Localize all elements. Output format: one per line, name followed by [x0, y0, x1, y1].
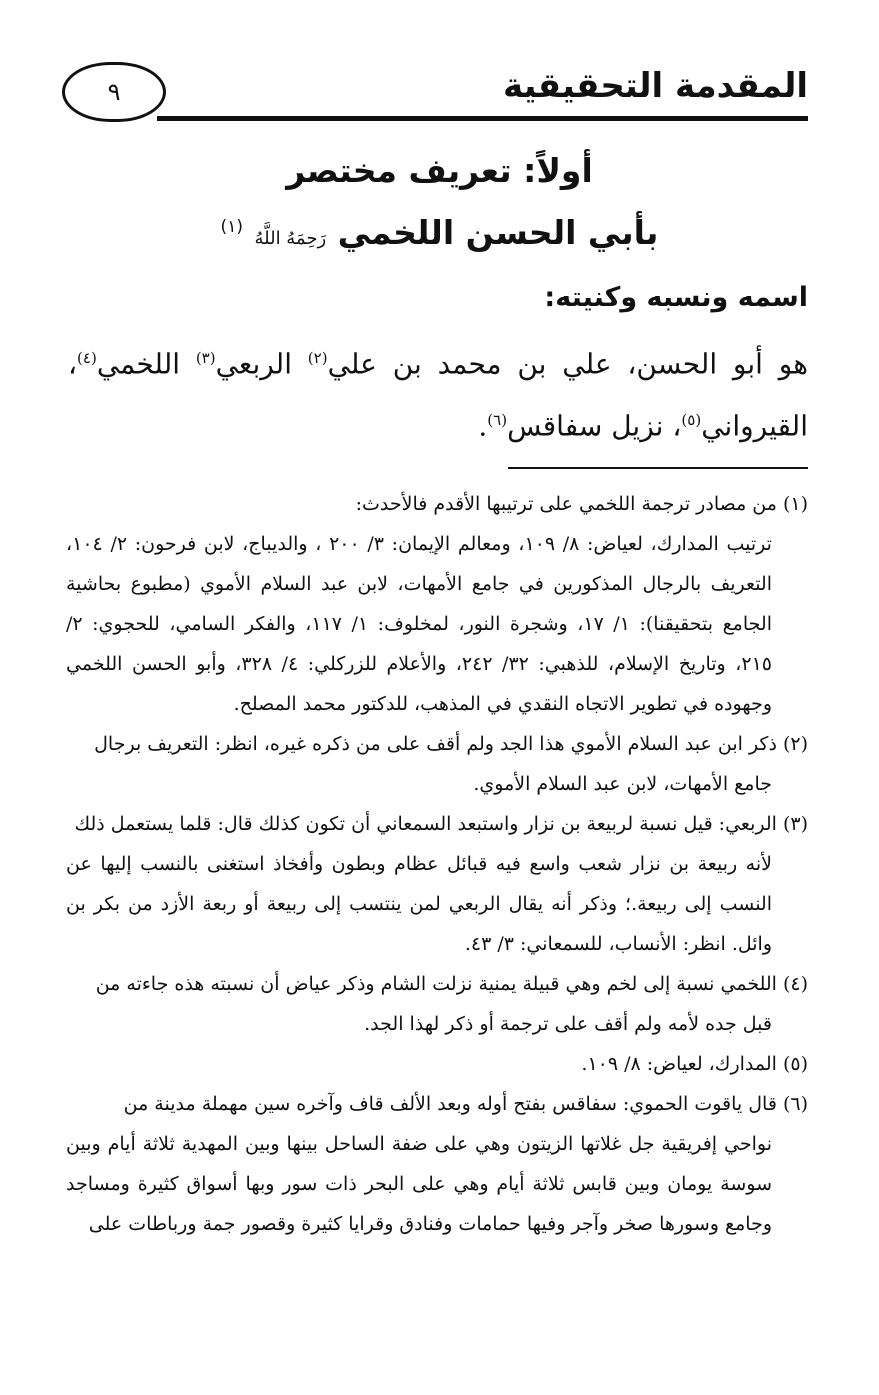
body-text: هو أبو الحسن، علي بن محمد بن علي	[327, 347, 808, 381]
page-number: ٩	[62, 62, 166, 122]
footnote-ref-4: (٤)	[77, 349, 97, 367]
footnote-text: لأنه ربيعة بن نزار شعب واسع فيه قبائل عظام وبطون وأفخاذ استغنى بالنسب إليها عن النسب إلى ربيعة.؛ وذكر أنه يقال الربعي لمن ينتسب إلى ربيعة أو ربعة الأزد من بكر بن وائل. انظر: الأنساب، للسمعاني: ٣/ ٤٣.	[66, 853, 772, 955]
body-text: ، القيرواني	[68, 347, 808, 443]
section-title: اسمه ونسبه وكنيته:	[544, 282, 808, 313]
body-text: .	[478, 409, 488, 443]
footnote-text: ذكر ابن عبد السلام الأموي هذا الجد ولم أقف على من ذكره غيره، انظر: التعريف برجال	[94, 733, 777, 755]
page-header	[62, 58, 808, 128]
body-text: اللخمي	[96, 347, 196, 381]
footnote-number: (٥)	[782, 1053, 808, 1075]
footnote-1	[66, 484, 808, 724]
footnotes	[66, 484, 808, 1244]
footnote-text: قبل جده لأمه ولم أقف على ترجمة أو ذكر لهذا الجد.	[364, 1013, 772, 1035]
footnote-number: (٤)	[782, 973, 808, 995]
running-title: المقدمة التحقيقية	[503, 66, 808, 106]
footnote-ref-2: (٢)	[307, 349, 328, 367]
footnote-separator	[508, 467, 808, 469]
subheading-text: بأبي الحسن اللخمي	[337, 213, 659, 252]
footnote-ref-1: (١)	[220, 217, 243, 237]
chapter-subheading	[0, 202, 879, 264]
footnote-ref-6: (٦)	[487, 411, 508, 430]
footnote-text: المدارك، لعياض: ٨/ ١٠٩.	[581, 1053, 777, 1075]
chapter-heading: أولاً: تعريف مختصر	[286, 151, 593, 190]
footnote-text: قال ياقوت الحموي: سفاقس بفتح أوله وبعد الألف قاف وآخره سين مهملة مدينة من	[123, 1093, 777, 1115]
footnote-number: (٦)	[782, 1093, 808, 1115]
footnote-ref-3: (٣)	[195, 349, 216, 367]
footnote-5	[66, 1044, 808, 1084]
footnote-number: (٢)	[782, 733, 808, 755]
footnote-text: من مصادر ترجمة اللخمي على ترتيبها الأقدم فالأحدث:	[355, 493, 777, 515]
header-rule	[157, 116, 808, 121]
footnote-number: (٣)	[782, 813, 808, 835]
footnote-text: ترتيب المدارك، لعياض: ٨/ ١٠٩، ومعالم الإيمان: ٣/ ٢٠٠ ، والديباج، لابن فرحون: ٢/ ١٠٤، التعريف بالرجال المذكورين في جامع الأمهات، لابن عبد السلام الأموي (مطبوع بحاشية الجامع بتحقيقنا): ١/ ١٧، وشجرة النور، لمخلوف: ١/ ١١٧، والفكر السامي، للحجوي: ٢/ ٢١٥، وتاريخ الإسلام، للذهبي: ٣٢/ ٢٤٢، والأعلام للزركلي: ٤/ ٣٢٨، وأبو الحسن اللخمي وجهوده في تطوير الاتجاه النقدي في المذهب، للدكتور محمد المصلح.	[66, 533, 772, 715]
footnote-text: جامع الأمهات، لابن عبد السلام الأموي.	[473, 773, 772, 795]
footnote-2	[66, 724, 808, 804]
body-text: ، نزيل سفاقس	[507, 409, 682, 443]
footnote-text: اللخمي نسبة إلى لخم وهي قبيلة يمنية نزلت الشام وذكر عياض أن نسبته هذه جاءته من	[95, 973, 777, 995]
footnote-ref-5: (٥)	[681, 411, 702, 430]
footnote-4	[66, 964, 808, 1044]
footnote-text: الربعي: قيل نسبة لربيعة بن نزار واستبعد السمعاني أن تكون كذلك قال: قلما يستعمل ذلك	[74, 813, 777, 835]
footnote-number: (١)	[782, 493, 808, 515]
body-text: الربعي	[215, 347, 308, 381]
footnote-text: نواحي إفريقية جل غلاتها الزيتون وهي على ضفة الساحل بينها وبين المهدية ثلاثة أيام وبين سوسة يومان وبين قابس ثلاثة أيام وهي على البحر ذات سور وبها أسواق كثيرة ومساجد وجامع وسورها صخر وآجر وفيها حمامات وفنادق وقرايا كثيرة وقصور جمة ورباطات على	[66, 1133, 772, 1235]
footnote-3	[66, 804, 808, 964]
body-paragraph	[68, 330, 808, 455]
footnote-6	[66, 1084, 808, 1244]
honorific: رَحِمَهُ اللَّهُ	[254, 228, 327, 249]
